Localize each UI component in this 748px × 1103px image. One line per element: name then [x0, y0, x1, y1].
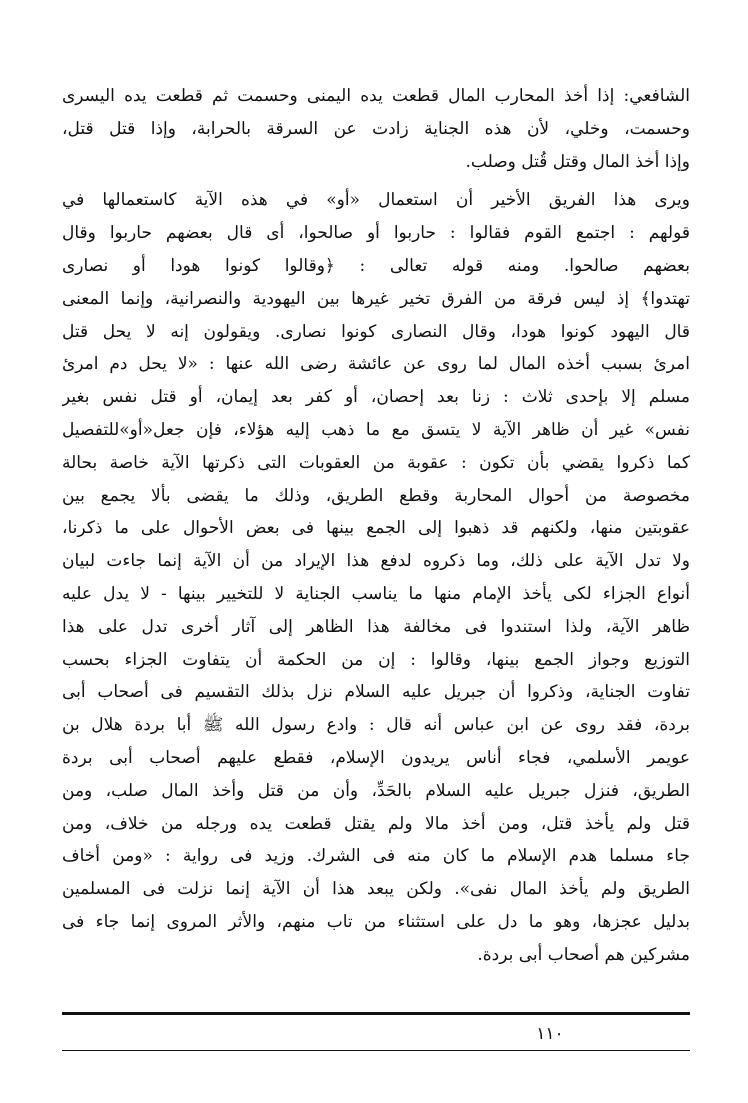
text-line: نفس» غير أن ظاهر الآية لا يتسق مع ما ذهب إليه هؤلاء، فإن جعل«أو»للتفصيل: [62, 419, 690, 440]
text-line: ظاهر الآية، ولذا استندوا فى مخالفة هذا الظاهر إلى آثار أخرى تدل على هذا: [62, 616, 690, 637]
text-line: بعضهم صالحوا. ومنه قوله تعالى : ﴿وقالوا كونوا هودا أو نصارى: [62, 255, 690, 276]
text-line: قولهم : اجتمع القوم فقالوا : حاربوا أو صالحوا، أى قال بعضهم حاربوا وقال: [62, 223, 690, 244]
footer-rule-thick: [62, 1012, 690, 1015]
text-line: الشافعي: إذا أخذ المحارب المال قطعت يده اليمنى وحسمت ثم قطعت يده اليسرى: [62, 86, 690, 106]
text-line: الطريق ولم يأخذ المال نفى». ولكن يبعد هذا أن الآية إنما نزلت فى المسلمين: [62, 879, 690, 900]
text-line: جاء مسلما هدم الإسلام ما كان منه فى الشرك. وزيد فى رواية : «ومن أخاف: [62, 846, 690, 867]
text-line: وإذا أخذ المال وقتل قُتل وصلب.: [465, 151, 690, 172]
text-line: أنواع الجزاء لكى يأخذ الإمام منها ما يناسب الجناية لا للتخيير بينها - لا يدل عليه: [62, 583, 690, 604]
text-line: التوزيع وجواز الجمع بينها، وقالوا : إن من الحكمة أن يتفاوت الجزاء بحسب: [62, 649, 690, 670]
text-line: قال اليهود كونوا هودا، وقال النصارى كونوا نصارى. ويقولون إنه لا يحل قتل: [62, 321, 690, 342]
text-line: وحسمت، وخلي، لأن هذه الجناية زادت عن السرقة بالحرابة، وإذا قتل قتل،: [62, 118, 690, 139]
text-line: عقوبتين منها، ولكنهم قد ذهبوا إلى الجمع بينها فى بعض الأحوال على ما ذكرنا،: [62, 518, 690, 539]
text-line: مشركين هم أصحاب أبى بردة.: [477, 944, 690, 965]
page-number: ١١٠: [536, 1024, 564, 1044]
text-line: قتل ولم يأخذ قتل، ومن أخذ مالا ولم يقتل قطعت يده ورجله من خلاف، ومن: [62, 813, 690, 834]
text-line: عويمر الأسلمي، فجاء أناس يريدون الإسلام، فقطع عليهم أصحاب أبى بردة: [62, 747, 690, 768]
text-line: مسلم إلا بإحدى ثلاث : زنا بعد إحصان، أو كفر بعد إيمان، أو قتل نفس بغير: [62, 387, 690, 408]
text-line: مخصوصة من أحوال المحاربة وقطع الطريق، وذلك ما يقضى بألا يجمع بين: [62, 485, 690, 506]
text-line: ولا تدل الآية على ذلك، وما ذكروه لدفع هذا الإيراد من أن الآية إنما جاءت لبيان: [62, 551, 690, 572]
text-line: تفاوت الجناية، وذكروا أن جبريل عليه السلام نزل بذلك التقسيم فى أصحاب أبى: [62, 682, 690, 703]
text-line: ويرى هذا الفريق الأخير أن استعمال «أو» في هذه الآية كاستعمالها في: [62, 190, 690, 211]
text-line: كما ذكروا يقضي بأن تكون : عقوبة من العقوبات التى ذكرتها الآية خاصة بحالة: [62, 452, 690, 473]
footer-rule-thin: [62, 1050, 690, 1051]
body-text: [62, 80, 690, 972]
text-line: الطريق، فنزل جبريل عليه السلام بالحَدِّ، وأن من قتل وأخذ المال صلب، ومن: [62, 780, 690, 801]
text-line: تهتدوا﴾ إذ ليس فرقة من الفرق تخير غيرها بين اليهودية والنصرانية، وإنما المعنى: [62, 288, 690, 309]
text-line: امرئ بسبب أخذه المال لما روى عن عائشة رضى الله عنها : «لا يحل دم امرئ: [62, 354, 690, 375]
text-line: بردة، فقد روى عن ابن عباس أنه قال : وادع رسول الله ﷺ أبا بردة هلال بن: [62, 715, 690, 736]
text-line: بدليل عجزها، وهو ما دل على استثناء من تاب منهم، والأثر المروى إنما جاء فى: [62, 911, 690, 932]
